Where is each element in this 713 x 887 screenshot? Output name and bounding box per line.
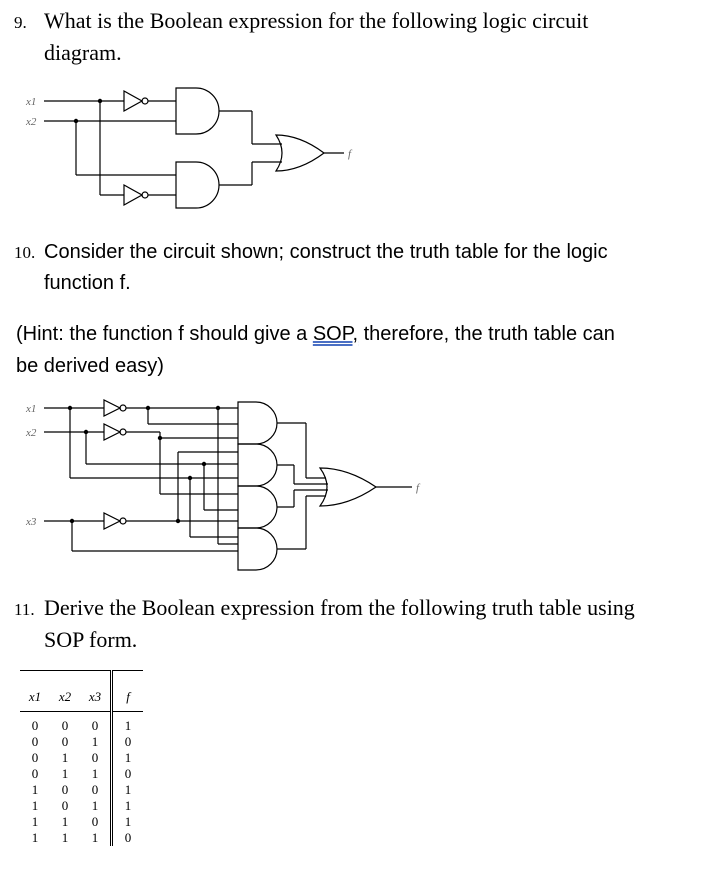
question-text-line1: Derive the Boolean expression from the following truth table using	[44, 595, 635, 620]
table-row: 1 0 0 1	[20, 782, 143, 798]
circuit-diagram-2	[0, 392, 713, 582]
table-row: 0 1 1 0	[20, 766, 143, 782]
question-number: 10.	[14, 243, 36, 262]
input-x2-label: x2	[26, 116, 37, 128]
hint-text	[16, 318, 615, 382]
question-number: 11.	[14, 600, 35, 619]
hint-text-part: therefore, the truth table can	[358, 323, 615, 345]
table-row: 0 1 0 1	[20, 750, 143, 766]
header-x1: x1	[20, 671, 50, 712]
question-9	[14, 6, 588, 68]
question-text-line1: What is the Boolean expression for the following logic circuit	[44, 8, 589, 33]
input-x2-label: x2	[26, 427, 37, 439]
hint-text-line2: be derived easy)	[16, 355, 164, 377]
table-row: 0 0 0 1	[20, 712, 143, 735]
header-f: f	[112, 671, 144, 712]
question-text-line2: SOP form.	[44, 627, 138, 652]
table-row: 0 0 1 0	[20, 734, 143, 750]
output-f-label: f	[416, 482, 420, 494]
input-x1-label: x1	[26, 96, 37, 108]
input-x3-label: x3	[26, 516, 37, 528]
header-x2: x2	[50, 671, 80, 712]
question-text-line1: Consider the circuit shown; construct the truth table for the logic	[44, 241, 608, 263]
question-number: 9.	[14, 13, 27, 32]
table-row: 1 1 0 1	[20, 814, 143, 830]
question-10	[14, 237, 608, 298]
hint-text-part: (Hint: the function f should give a	[16, 323, 313, 345]
question-text-line2: function f.	[44, 272, 131, 294]
table-row: 1 0 1 1	[20, 798, 143, 814]
sop-word: SOP,	[312, 323, 359, 345]
question-11	[14, 593, 635, 655]
header-x3: x3	[80, 671, 112, 712]
table-row: 1 1 1 0	[20, 830, 143, 846]
truth-table	[20, 670, 143, 846]
output-f-label: f	[348, 148, 352, 160]
input-x1-label: x1	[26, 403, 37, 415]
question-text-line2: diagram.	[44, 40, 122, 65]
